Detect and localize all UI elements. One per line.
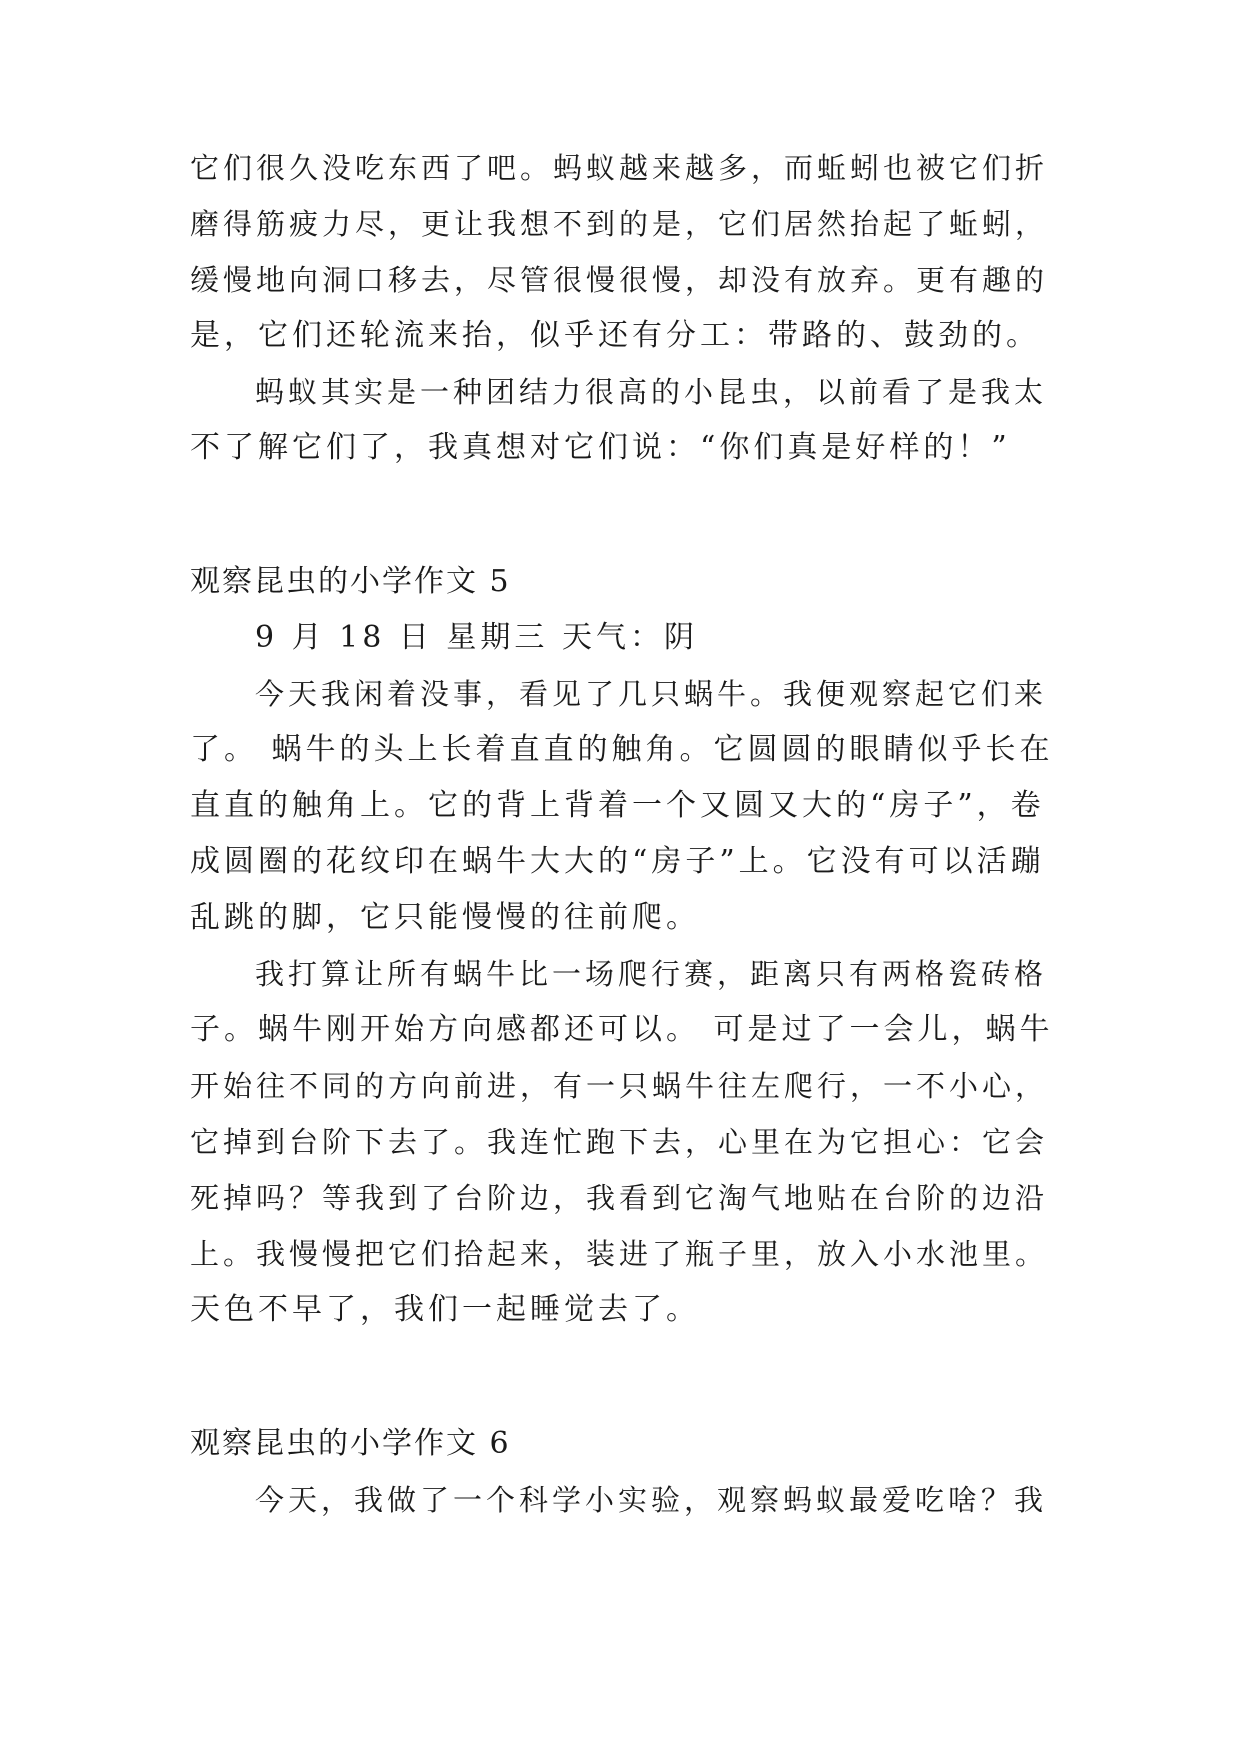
text-line: 子。蜗牛刚开始方向感都还可以。 可是过了一会儿，蜗牛	[190, 1012, 1054, 1047]
text-line: 上。我慢慢把它们拾起来，装进了瓶子里，放入小水池里。	[190, 1237, 1049, 1271]
text-line: 直直的触角上。它的背上背着一个又圆又大的“房子”，卷	[190, 788, 1045, 823]
text-line: 不了解它们了，我真想对它们说：“你们真是好样的！”	[190, 430, 1011, 465]
text-line: 缓慢地向洞口移去，尽管很慢很慢，却没有放弃。更有趣的	[190, 263, 1049, 297]
text-line: 今天，我做了一个科学小实验，观察蚂蚁最爱吃啥？我	[255, 1483, 1048, 1517]
text-line: 开始往不同的方向前进，有一只蜗牛往左爬行，一不小心，	[190, 1069, 1049, 1103]
text-line: 死掉吗？等我到了台阶边，我看到它淘气地贴在台阶的边沿	[190, 1181, 1049, 1215]
text-line: 它掉到台阶下去了。我连忙跑下去，心里在为它担心：它会	[190, 1125, 1049, 1159]
text-line: 磨得筋疲力尽，更让我想不到的是，它们居然抬起了蚯蚓，	[190, 207, 1049, 241]
text-line: 我打算让所有蜗牛比一场爬行赛，距离只有两格瓷砖格	[255, 957, 1048, 991]
text-line: 是，它们还轮流来抬，似乎还有分工：带路的、鼓劲的。	[190, 318, 1040, 353]
section-title: 观察昆虫的小学作文 5	[190, 564, 511, 599]
text-line: 了。 蜗牛的头上长着直直的触角。它圆圆的眼睛似乎长在	[190, 732, 1054, 767]
date-line: 9 月 18 日 星期三 天气：阴	[255, 620, 698, 655]
text-line: 乱跳的脚，它只能慢慢的往前爬。	[190, 900, 700, 935]
text-line: 蚂蚁其实是一种团结力很高的小昆虫，以前看了是我太	[255, 375, 1048, 409]
text-line: 成圆圈的花纹印在蜗牛大大的“房子”上。它没有可以活蹦	[190, 844, 1045, 879]
section-title: 观察昆虫的小学作文 6	[190, 1426, 511, 1461]
text-line: 天色不早了，我们一起睡觉去了。	[190, 1292, 700, 1327]
text-line: 今天我闲着没事，看见了几只蜗牛。我便观察起它们来	[255, 677, 1048, 711]
text-line: 它们很久没吃东西了吧。蚂蚁越来越多，而蚯蚓也被它们折	[190, 151, 1049, 185]
